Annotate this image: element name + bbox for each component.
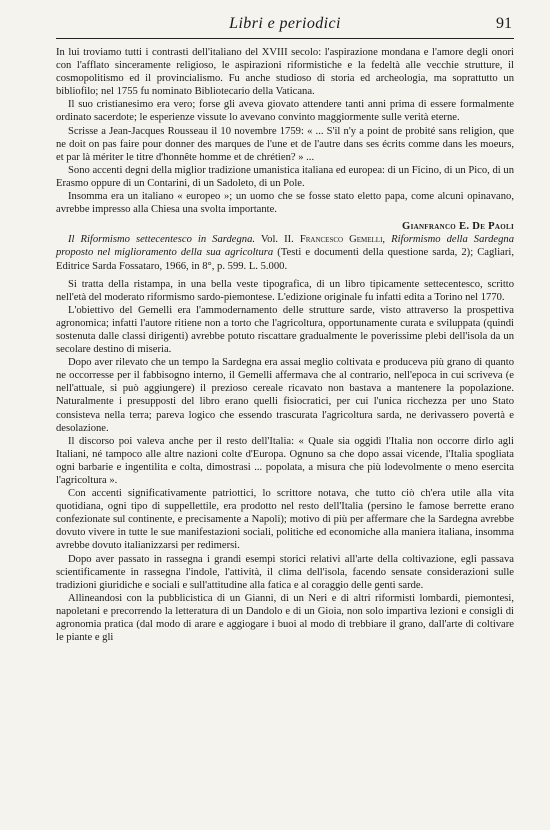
paragraph: Con accenti significativamente patriottici, lo scrittore notava, che tutto ciò ch'era utile alla vita quotidiana, ogni tipo di suppellettile, era prodotto nel resto dell'Italia (persino le famose berrette erano confezionate sul continente, e precisamente a Napoli); motivo di più per affermare che la Sardegna avrebbe dovuto vivere in tutte le sue manifestazioni sociali, politiche ed economiche alla maniera italiana, insomma avrebbe dovuto italianizzarsi per redimersi. xyxy=(56,488,514,552)
book-subtitle: Riformismo della Sardegna proposto nel miglioramento della sua agricoltura xyxy=(56,234,514,259)
paragraph: Sono accenti degni della miglior tradizione umanistica italiana ed europea: di un Ficino, di un Pico, di un Erasmo oppure di un Contarini, di un Sadoleto, di un Pole. xyxy=(56,164,514,189)
paragraph: Il discorso poi valeva anche per il resto dell'Italia: « Quale sia oggidì l'Italia non occorre dirlo agli Italiani, né tampoco alle altre nazioni colte d'Europa. Ognuno sa che dopo assai vicende, l'Italia spogliata ogni barbarie e ingentilita e colta, dimostrasi ... popolata, a misura che più lodevolmente o meno esercita l'agricoltura ». xyxy=(56,435,514,486)
paragraph: L'obiettivo del Gemelli era l'ammodernamento delle strutture sarde, visto attraverso la prospettiva agronomica; infatti l'autore ritiene non a torto che l'agricoltura, opportunamente curata e sviluppata (quindi sostenuta dalle classi dirigenti) avrebbe potuto riscattare gradualmente le poverissime plebi dell'isola da un secolare destino di miseria. xyxy=(56,304,514,356)
review-heading xyxy=(56,233,514,272)
page-body xyxy=(56,46,514,644)
volume: Vol. II. xyxy=(255,234,300,246)
paragraph: Insomma era un italiano « europeo »; un uomo che se fosse stato eletto papa, come alcuni opinavano, avrebbe impresso alla Chiesa una svolta importante. xyxy=(56,191,514,216)
publication-details: (Testi e documenti della questione sarda, 2); Cagliari, Editrice Sarda Fossataro, 1966, in 8°, p. 599. L. 5.000. xyxy=(56,247,515,272)
running-title: Libri e periodici xyxy=(229,15,341,32)
book-title: Il Riformismo settecentesco in Sardegna. xyxy=(68,234,256,246)
paragraph: Il suo cristianesimo era vero; forse gli aveva giovato attendere tanti anni prima di essere formalmente ordinato sacerdote; le esperienze vissute lo avevano convinto maggiormente sulle verità eterne. xyxy=(56,99,514,124)
paragraph: Dopo aver passato in rassegna i grandi esempi storici relativi all'arte della coltivazione, egli passava scientificamente in rassegna l'indole, l'attività, il clima dell'isola, facendo sensate considerazioni sulle tradizioni giuridiche e sociali e sull'attitudine alla fatica e al coraggio delle genti sarde. xyxy=(56,553,514,591)
paragraph: Allineandosi con la pubblicistica di un Gianni, di un Neri e di altri riformisti lombardi, piemontesi, napoletani e precorrendo la letteratura di un Dandolo e di un Gioia, non solo impartiva lezioni e consigli di agronomia pratica (dal modo di arare e aggiogare i buoi al modo di trebbiare il grano, dall'arte di coltivare le piante e gli xyxy=(56,592,514,644)
paragraph: In lui troviamo tutti i contrasti dell'italiano del XVIII secolo: l'aspirazione mondana e l'amore degli onori con l'afflato sinceramente religioso, le aspirazioni riformistiche e la fedeltà alle vecchie strutture, il cosmopolitismo ed il provincialismo. Fu anche studioso di storia ed archeologia, ma soprattutto un bibliofilo; nel 1755 fu nominato Bibliotecario della Vaticana. xyxy=(56,47,514,98)
running-header xyxy=(56,12,514,39)
review-signature: Gianfranco E. De Paoli xyxy=(402,221,514,233)
paragraph: Dopo aver rilevato che un tempo la Sardegna era assai meglio coltivata e produceva più grano di quanto ne occorresse per il fabbisogno interno, il Gemelli affermava che al contrario, nell'epoca in cui scriveva (e nell'attuale, si può aggiungere) il prezioso cereale ricavato non bastava a mantenere la popolazione. Naturalmente i presupposti del libro erano quelli fisiocratici, per cui l'unica ricchezza per uno Stato consisteva nella terra; pareva logico che essendo trascurata l'agricoltura sarda, ne derivassero povertà e desolazione. xyxy=(56,357,514,434)
paragraph: Si tratta della ristampa, in una bella veste tipografica, di un libro tipicamente settecentesco, scritto nell'età del moderato riformismo sardo-piemontese. L'edizione originale fu infatti edita a Torino nel 1770. xyxy=(56,278,514,303)
page-number: 91 xyxy=(496,15,512,32)
book-author: Francesco Gemelli, xyxy=(299,234,386,246)
paragraph: Scrisse a Jean-Jacques Rousseau il 10 novembre 1759: « ... S'il n'y a point de probité sans religion, que ne doit on pas faire pour donner des marques de l'une et de l'autre dans ses écrits comme dans les moeurs, et par là mériter le titre d'honnête homme et de chrétien? » ... xyxy=(56,125,514,163)
